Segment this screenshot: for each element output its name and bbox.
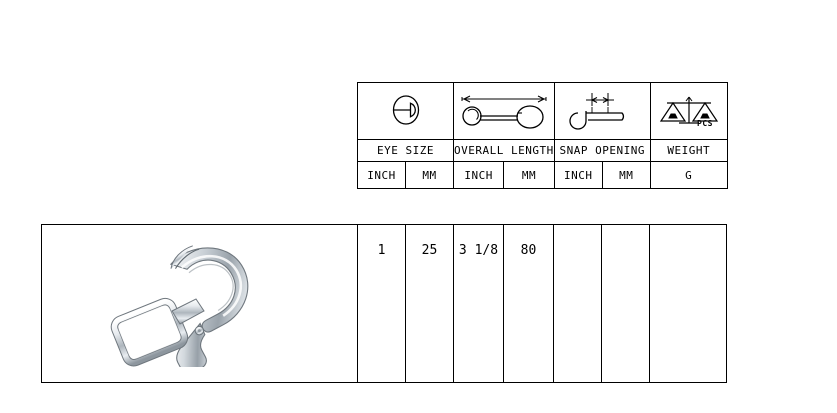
value-eye-size-inch [358, 225, 406, 383]
overall-length-unit-inch: INCH [454, 162, 504, 189]
eye-size-unit-mm: MM [406, 162, 454, 189]
scale-pcs-icon [651, 83, 727, 139]
eye-size-label: EYE SIZE [358, 140, 454, 162]
value-snap-opening-mm [602, 225, 650, 383]
weight-icon-cell [650, 83, 727, 140]
value-snap-opening-inch-text [554, 225, 601, 243]
eye-size-icon-cell [358, 83, 454, 140]
eye-size-unit-inch: INCH [358, 162, 406, 189]
overall-length-icon-cell [454, 83, 555, 140]
product-image-cell [42, 225, 358, 383]
value-overall-length-inch [454, 225, 504, 383]
weight-unit-g: G [650, 162, 727, 189]
value-snap-opening-inch [554, 225, 602, 383]
snap-hook-eye-icon [358, 83, 453, 139]
scale-pcs-label: PCS [696, 119, 713, 128]
overall-length-label: OVERALL LENGTH [454, 140, 555, 162]
specification-header-table [357, 82, 728, 189]
snap-hook-length-icon [454, 83, 554, 139]
value-weight-g [650, 225, 727, 383]
snap-opening-unit-inch: INCH [554, 162, 602, 189]
value-overall-length-mm [504, 225, 554, 383]
snap-hook-opening-icon [555, 83, 650, 139]
spec-unit-row [358, 162, 728, 189]
spec-icon-row [358, 83, 728, 140]
value-eye-size-mm [406, 225, 454, 383]
value-snap-opening-mm-text [602, 225, 649, 243]
value-overall-length-mm-text: 80 [520, 243, 537, 258]
product-specification-table [41, 224, 727, 383]
value-eye-size-inch-text: 1 [377, 243, 386, 258]
snap-opening-label: SNAP OPENING [554, 140, 650, 162]
swivel-snap-hook-photo [100, 237, 300, 371]
snap-opening-icon-cell [554, 83, 650, 140]
table-row [42, 225, 727, 383]
weight-label: WEIGHT [650, 140, 727, 162]
value-weight-g-text [650, 225, 726, 243]
value-eye-size-mm-text: 25 [421, 243, 438, 258]
value-overall-length-inch-text: 3 1/8 [458, 243, 499, 258]
spec-name-row [358, 140, 728, 162]
overall-length-unit-mm: MM [504, 162, 554, 189]
snap-opening-unit-mm: MM [602, 162, 650, 189]
